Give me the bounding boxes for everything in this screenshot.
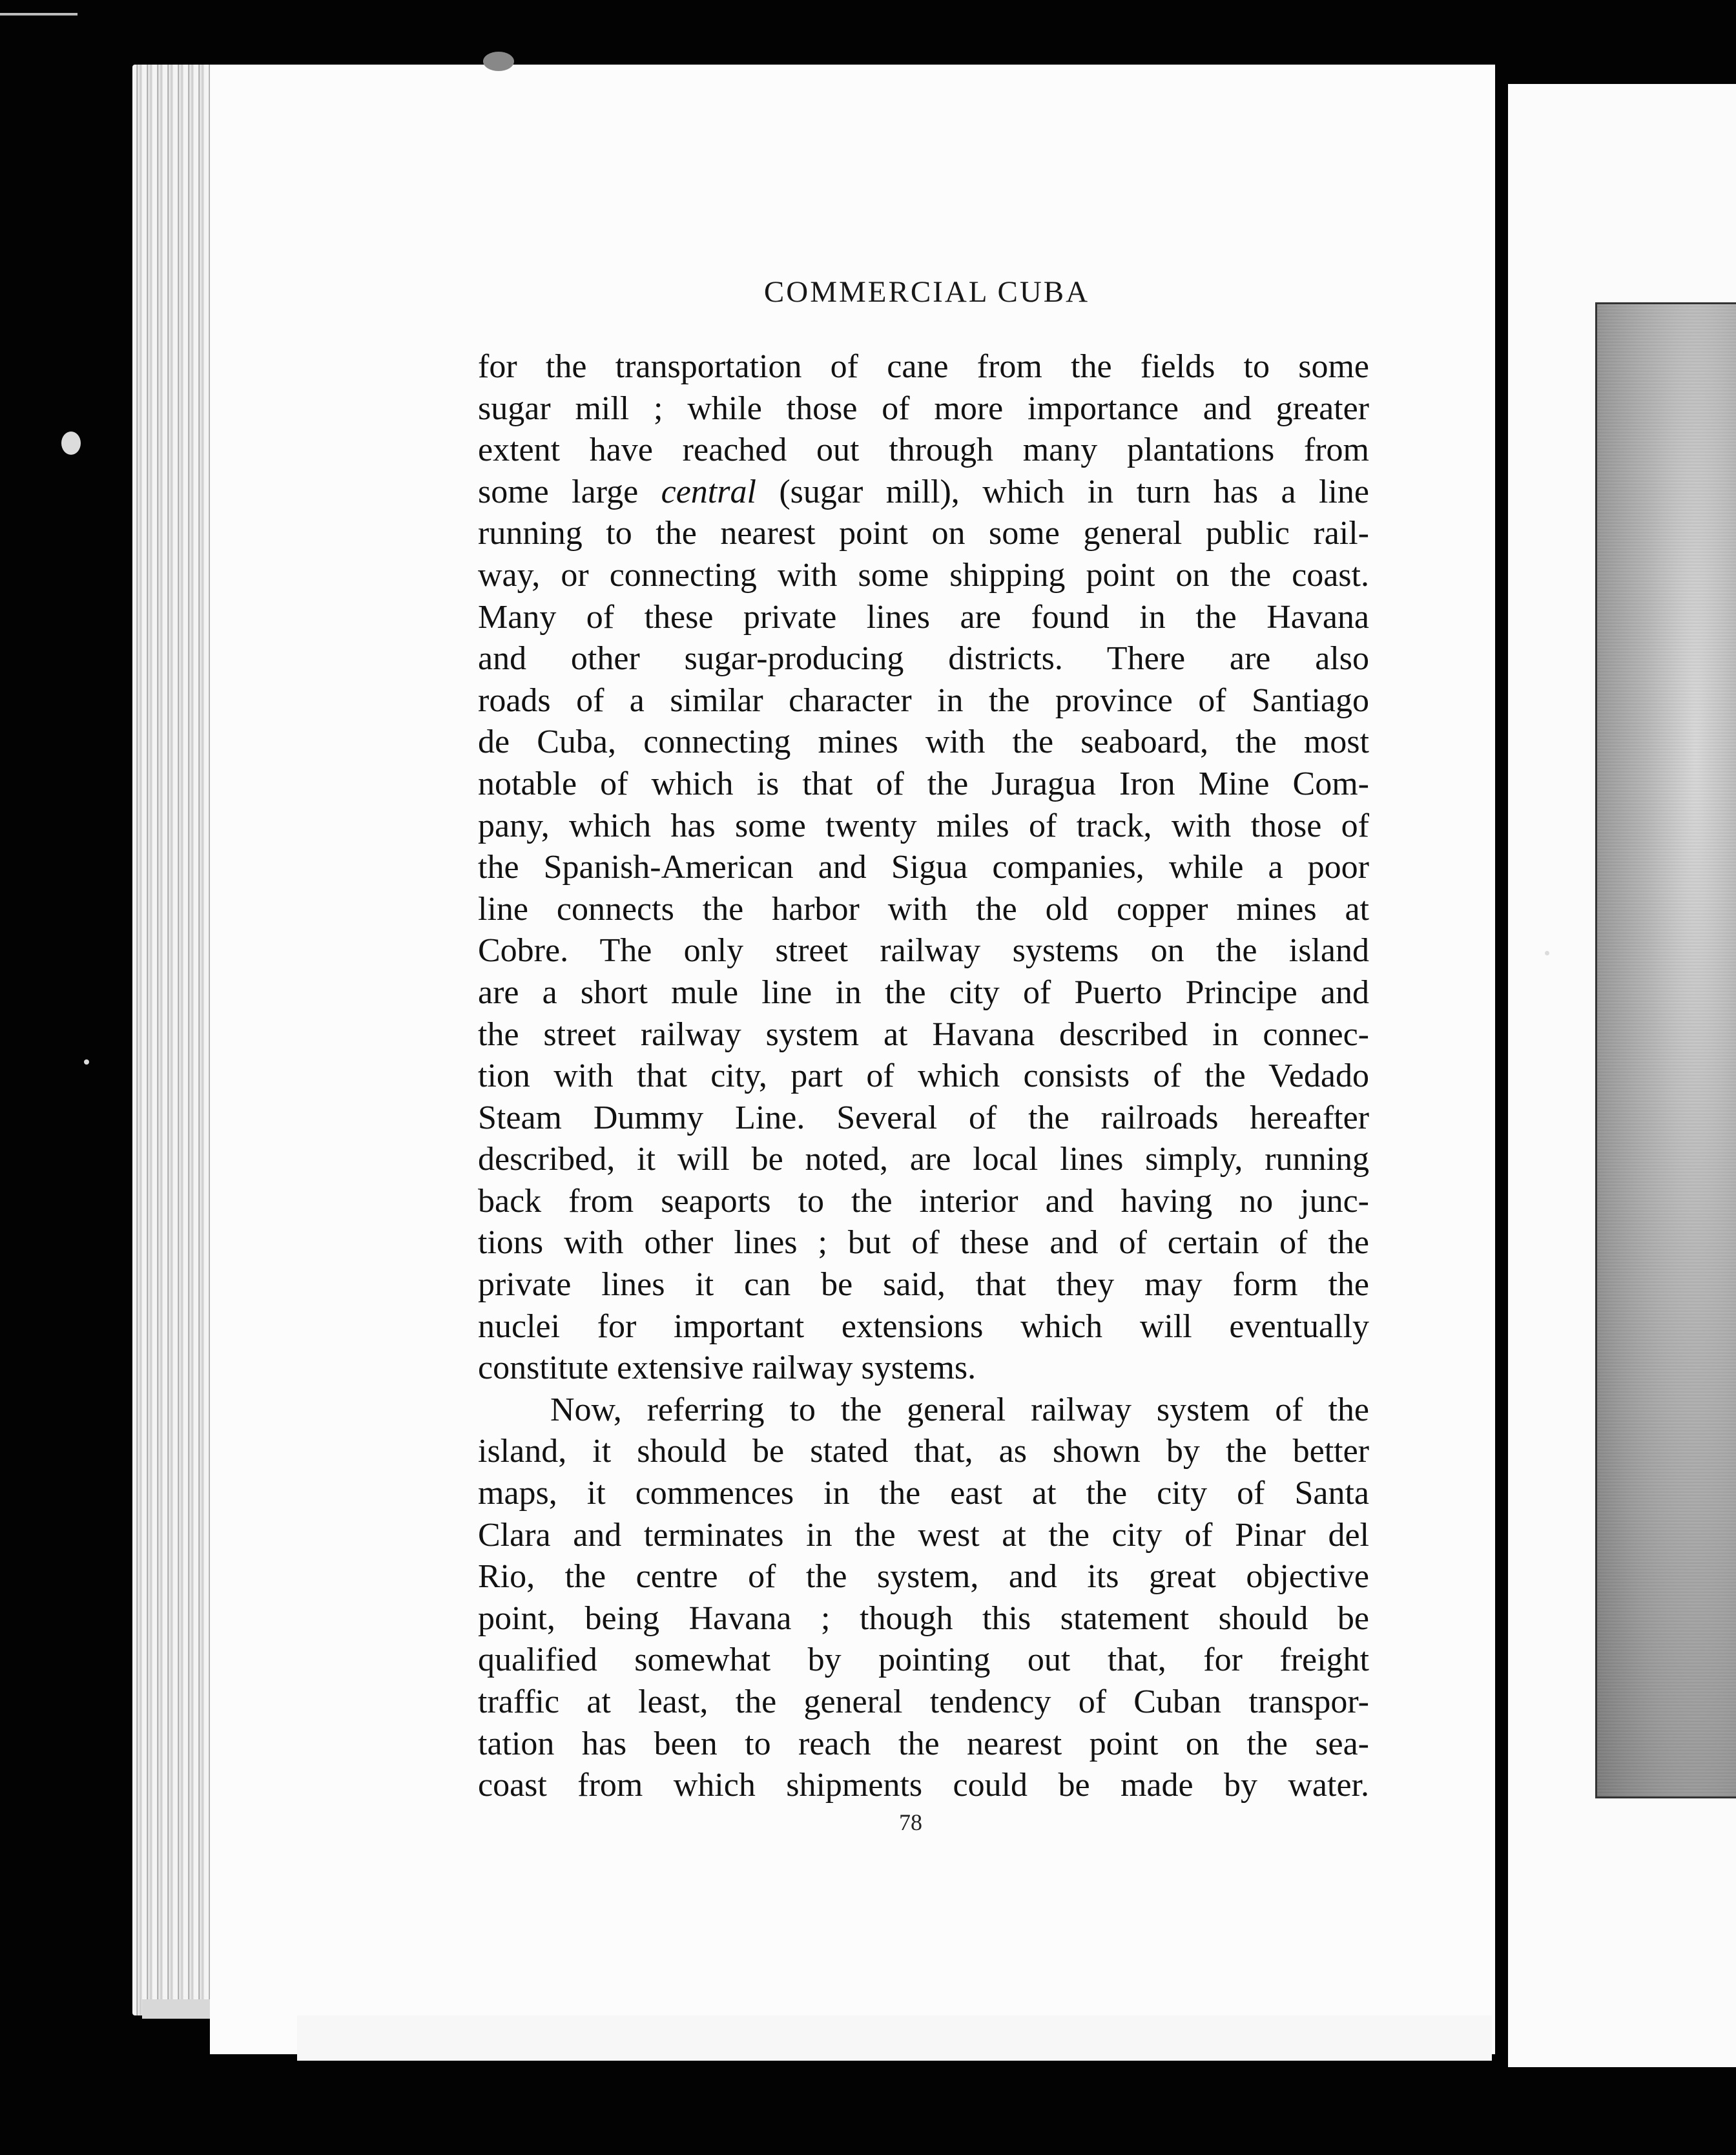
scan-speck	[1545, 951, 1549, 955]
text-line: roads of a similar character in the province of Santiago	[478, 682, 1369, 719]
scan-speck	[61, 432, 81, 455]
text-line: tation has been to reach the nearest point on the sea-	[478, 1725, 1369, 1762]
text-span: (sugar mill), which in turn has a line	[756, 473, 1370, 510]
scan-speck	[483, 52, 514, 71]
text-line: running to the nearest point on some general public rail-	[478, 515, 1369, 552]
page-number: 78	[899, 1809, 922, 1835]
text-line: extent have reached out through many plantations from	[478, 432, 1369, 469]
text-line: the street railway system at Havana described in connec-	[478, 1015, 1369, 1053]
text-line: constitute extensive railway systems.	[478, 1349, 976, 1387]
text-line: pany, which has some twenty miles of track, with those of	[478, 807, 1369, 844]
page-edge-stack	[132, 65, 216, 2015]
text-line: maps, it commences in the east at the city of Santa	[478, 1475, 1369, 1512]
text-line: the Spanish-American and Sigua companies, while a poor	[478, 849, 1369, 886]
text-line: Cobre. The only street railway systems on the island	[478, 932, 1369, 970]
text-line: island, it should be stated that, as shown by the better	[478, 1433, 1369, 1470]
text-line	[478, 472, 1369, 514]
book-page-bottom	[297, 2015, 1492, 2061]
text-line: point, being Havana ; though this statement should be	[478, 1599, 1369, 1637]
text-line: way, or connecting with some shipping point on the coast.	[478, 556, 1369, 594]
facing-page-plate-image	[1595, 302, 1736, 1798]
text-line: traffic at least, the general tendency of Cuban transpor-	[478, 1683, 1369, 1720]
text-line: Rio, the centre of the system, and its great objective	[478, 1558, 1369, 1596]
text-line: are a short mule line in the city of Puerto Principe and	[478, 973, 1369, 1011]
text-line: line connects the harbor with the old copper mines at	[478, 890, 1369, 928]
scan-speck	[84, 1059, 89, 1065]
text-line: Steam Dummy Line. Several of the railroads hereafter	[478, 1099, 1369, 1136]
text-line: Now, referring to the general railway system of the	[550, 1391, 1369, 1428]
text-line: private lines it can be said, that they may form the	[478, 1266, 1369, 1304]
text-line: described, it will be noted, are local lines simply, running	[478, 1141, 1369, 1178]
text-line: back from seaports to the interior and having no junc-	[478, 1182, 1369, 1220]
scan-edge-mark	[0, 13, 78, 16]
text-line: for the transportation of cane from the fields to some	[478, 348, 1369, 385]
text-line: coast from which shipments could be made by water.	[478, 1767, 1369, 1804]
text-line: qualified somewhat by pointing out that, for freight	[478, 1641, 1369, 1679]
page-body-text	[478, 346, 1369, 1807]
text-line: nuclei for important extensions which will eventually	[478, 1307, 1369, 1345]
text-line: tions with other lines ; but of these and of certain of the	[478, 1224, 1369, 1262]
running-head: COMMERCIAL CUBA	[763, 275, 1090, 309]
text-line: de Cuba, connecting mines with the seaboard, the most	[478, 724, 1369, 761]
text-line: tion with that city, part of which consists of the Vedado	[478, 1057, 1369, 1095]
italic-term: central	[661, 473, 756, 510]
text-line: Many of these private lines are found in the Havana	[478, 598, 1369, 636]
text-line: sugar mill ; while those of more importance and greater	[478, 390, 1369, 427]
text-line: notable of which is that of the Juragua Iron Mine Com-	[478, 765, 1369, 802]
text-span: some large	[478, 473, 661, 510]
text-line: Clara and terminates in the west at the city of Pinar del	[478, 1516, 1369, 1554]
text-line: and other sugar-producing districts. There are also	[478, 640, 1369, 678]
